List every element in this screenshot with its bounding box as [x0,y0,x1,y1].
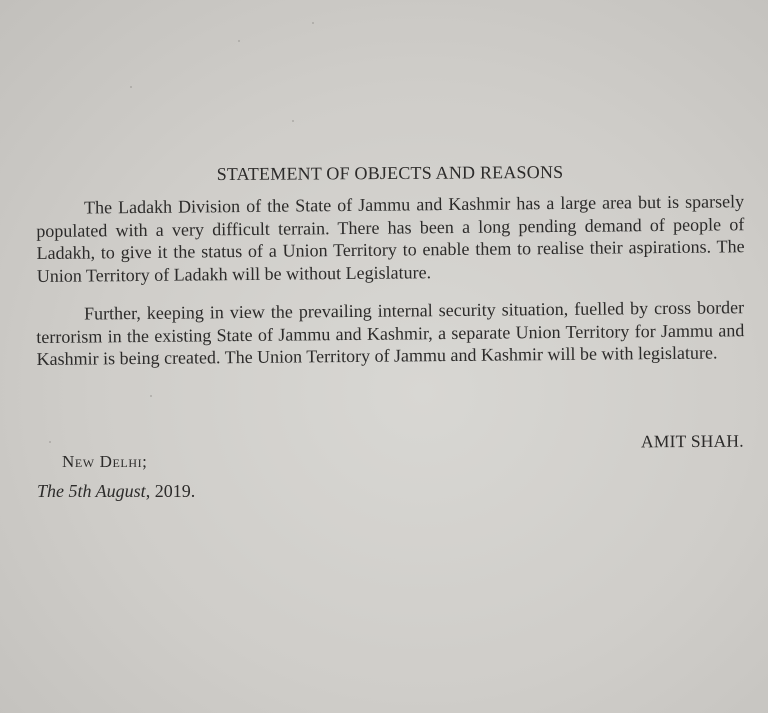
paper-speck [292,120,294,122]
date-prefix: The 5th August [37,481,146,501]
paper-speck [150,395,152,397]
document-heading: STATEMENT OF OBJECTS AND REASONS [216,161,564,185]
paper-speck [238,40,240,42]
place-line: New Delhi; [62,452,148,471]
paper-speck [312,22,314,24]
paragraph-ladakh: The Ladakh Division of the State of Jammu and Kashmir has a large area but is sparsely populated with a very difficult terrain. There has been a long pending demand of people of Ladakh, to give it the status of a Union Territory to enable them to realise their aspirations. The Union Territory of Ladakh will be without Legislature. [36,191,745,286]
paragraph-jammu-kashmir: Further, keeping in view the prevailing internal security situation, fuelled by cross border terrorism in the existing State of Jammu and Kashmir, a separate Union Territory for Jammu and Kashmir is being created. The Union Territory of Jammu and Kashmir will be with legislature. [36,297,745,369]
date-suffix: , 2019. [145,481,196,501]
paper-speck [130,86,132,88]
signatory-name: AMIT SHAH. [641,430,745,452]
date-line [37,481,195,502]
paper-speck [49,441,51,443]
